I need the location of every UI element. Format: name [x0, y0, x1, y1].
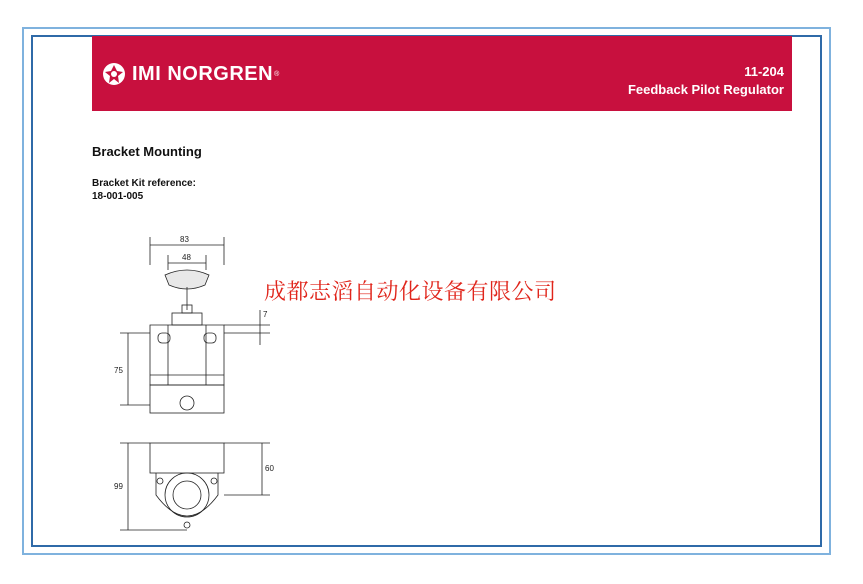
dimension-99-label: 99 — [114, 482, 123, 491]
kit-reference-code: 18-001-005 — [92, 191, 144, 202]
bracket-drawing — [100, 225, 280, 535]
brand-name: IMI NORGREN — [132, 62, 274, 85]
dimension-60-label: 60 — [265, 464, 274, 473]
norgren-logo-icon — [102, 62, 126, 86]
section-title: Bracket Mounting — [92, 144, 202, 159]
header-banner — [92, 36, 792, 111]
dimension-75-label: 75 — [114, 366, 123, 375]
dimension-7-label: 7 — [263, 310, 268, 319]
dimension-83-label: 83 — [180, 235, 189, 244]
brand-logo — [102, 62, 279, 86]
document-title: Feedback Pilot Regulator — [627, 82, 784, 97]
watermark-text: 成都志滔自动化设备有限公司 — [264, 280, 557, 305]
document-number: 11-204 — [744, 64, 784, 79]
dimension-48-label: 48 — [182, 253, 191, 262]
brand-registered-mark: ® — [274, 70, 280, 78]
kit-reference-label: Bracket Kit reference: — [92, 178, 196, 189]
